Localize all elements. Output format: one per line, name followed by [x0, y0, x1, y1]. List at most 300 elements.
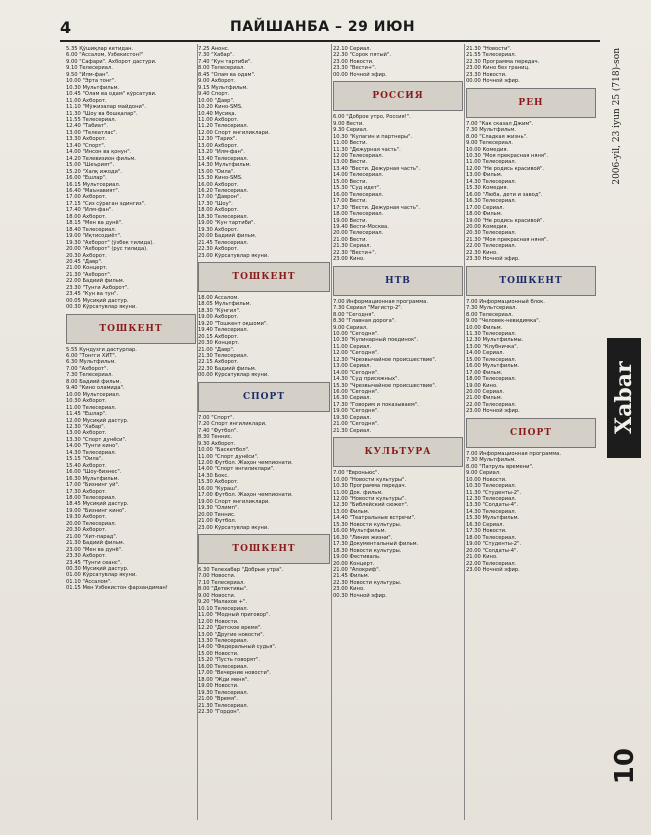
channel-header: [466, 88, 596, 118]
schedule-line: 10.45 "Олам ва одам" кўрсатуви.: [66, 91, 157, 98]
schedule-line: 13.00 "Клубничка".: [466, 343, 519, 350]
schedule-line: 13.00 "Телеатлас".: [66, 129, 118, 136]
channel-header: [333, 81, 463, 111]
schedule-line: 16.30 Телесериал.: [466, 198, 517, 205]
schedule-line: 21.30 "Ахборот".: [66, 271, 112, 278]
schedule-line: 7.00 Информационная программа.: [333, 298, 428, 305]
schedule-line: 16.15 Мультсериал.: [66, 181, 121, 188]
schedule-line: 11.30 "Студенты-2".: [466, 489, 522, 496]
schedule-line: 12.20 "Детское время".: [198, 625, 262, 632]
schedule-line: 19.00 Вести.: [333, 217, 368, 224]
schedule-line: 16.00 "Сегодня".: [333, 389, 379, 396]
schedule-line: 19.30 Ахборот.: [198, 226, 239, 233]
schedule-line: 8.00 Телесериал.: [466, 311, 513, 318]
schedule-line: 01.10 "Ассалом".: [66, 578, 112, 585]
schedule-line: 19.00 "Иқтисодиёт".: [66, 233, 122, 240]
schedule-line: 7.30 Мультфильм.: [466, 127, 516, 134]
schedule-line: 14.30 Бокс.: [198, 472, 229, 479]
schedule-line: 9.00 Сериал.: [333, 324, 368, 331]
schedule-line: 15.30 "Суд идет".: [333, 185, 382, 192]
schedule-line: 9.00 Телесериал.: [466, 140, 513, 147]
schedule-line: 16.20 Телесериал.: [198, 187, 249, 194]
schedule-line: 7.30 "Хабар".: [198, 52, 235, 59]
schedule-line: 22.00 Телесериал.: [466, 243, 517, 250]
schedule-line: 9.00 "Сафари". Ахборот дастури.: [66, 58, 157, 65]
schedule-line: 8.00 Телесериал.: [198, 65, 245, 72]
schedule-line: 9.15 Мультфильм.: [198, 84, 248, 91]
schedule-line: 21.00 Концерт.: [66, 265, 108, 272]
schedule-line: 7.40 "Кун тартиби".: [198, 58, 252, 65]
schedule-line: 16.00 "Люба, дети и завод".: [466, 191, 543, 198]
schedule-line: 23.00 Ночной эфир.: [466, 567, 520, 573]
schedule-column-4: [466, 46, 596, 818]
schedule-line: 17.30 "Говорим и показываем".: [333, 401, 419, 408]
schedule-line: 10.00 "Новости культуры".: [333, 476, 407, 483]
schedule-line: 7.00 "Как сказал Джим".: [466, 120, 534, 127]
schedule-line: 21.30 Сериал.: [333, 427, 372, 434]
schedule-line: 7.00 Информационная программа.: [466, 450, 561, 457]
schedule-line: 22.15 Ахборот.: [198, 359, 239, 366]
schedule-line: 18.00 Телесериал.: [466, 376, 517, 383]
schedule-line: 19.00 Спорт янгиликлари.: [198, 498, 270, 505]
schedule-line: 22.10 Сериал.: [333, 46, 372, 52]
schedule-line: 12.00 "Не родись красивой".: [466, 165, 545, 172]
schedule-line: 21.00 Вести.: [333, 236, 368, 243]
schedule-line: 10.30 "Кулинарный поединок".: [333, 337, 419, 344]
schedule-line: 19.00 "Студенты-2".: [466, 541, 522, 548]
schedule-line: 10.30 "Кулагин и партнеры".: [333, 133, 413, 140]
schedule-line: 18.30 Телесериал.: [198, 213, 249, 220]
schedule-line: 11.00 Вести.: [333, 140, 368, 147]
schedule-line: 12.00 Спорт янгиликлари.: [198, 129, 270, 136]
schedule-line: 15.30 Кино-SMS.: [198, 175, 243, 182]
schedule-line: 8.00 "Детективы".: [198, 586, 248, 593]
schedule-line: 18.45 Мусиқий дастур.: [66, 501, 129, 508]
schedule-line: 17.30 "Вести. Дежурная часть".: [333, 204, 421, 211]
schedule-line: 21.00 "Давр".: [198, 346, 235, 353]
schedule-line: 11.10 "Мўжизалар майдони".: [66, 104, 146, 111]
schedule-line: 11.30 "Дежурная часть".: [333, 146, 401, 153]
schedule-line: 9.00 Вести.: [333, 120, 364, 127]
schedule-line: 22.00 Бадиий фильм.: [66, 278, 125, 285]
schedule-line: 17.30 "Шоу".: [198, 200, 233, 207]
schedule-line: 13.40 "Спорт".: [66, 142, 106, 149]
schedule-line: 16.00 Мультфильм.: [333, 528, 387, 535]
schedule-line: 16.30 "Линия жизни".: [333, 534, 393, 541]
schedule-line: 23.30 Новости.: [466, 71, 507, 78]
schedule-line: 9.30 Сериал.: [333, 127, 368, 134]
schedule-line: 7.30 Сериал "Магистр-2".: [333, 305, 403, 312]
schedule-line: 10.00 Комедия.: [466, 146, 509, 153]
schedule-line: 10.00 Фильм.: [466, 324, 503, 331]
schedule-line: 19.20 "Тошкент оқшоми".: [198, 320, 268, 327]
schedule-line: 18.00 Телесериал.: [66, 495, 117, 501]
schedule-line: 17.00 "Бизнинг уй".: [66, 482, 120, 489]
schedule-line: 13.00 Фильм.: [333, 508, 370, 515]
schedule-line: 20.00 Теннис.: [198, 511, 236, 518]
schedule-line: 16.30 Сериал.: [333, 395, 372, 402]
schedule-line: 10.10 Телесериал.: [198, 605, 249, 612]
channel-name: ТОШКЕНТ: [499, 275, 563, 286]
schedule-line: 16.00 Телесериал.: [198, 663, 249, 670]
schedule-line: 14.00 "Тунги кино".: [66, 443, 120, 450]
schedule-line: 9.40 "Кино оламида".: [66, 385, 125, 392]
schedule-line: 7.40 "Футбол".: [198, 427, 238, 434]
channel-header: [198, 382, 330, 412]
schedule-line: 16.00 "Кураш".: [198, 485, 239, 492]
schedule-line: 5.55 Кундузги дастурлар.: [66, 346, 137, 353]
schedule-line: 19.40 Вести-Москва.: [333, 223, 389, 230]
schedule-line: 17.15 "Сиз сўраган эдингиз".: [66, 200, 146, 207]
schedule-line: 8.30 Теннис.: [198, 434, 233, 441]
schedule-line: 13.30 "Спорт дунёси".: [66, 436, 127, 443]
schedule-line: 15.20 "Халқ ижоди".: [66, 168, 122, 175]
column-divider: [331, 44, 332, 820]
schedule-line: 19.00 Фестиваль.: [333, 554, 381, 561]
schedule-line: 23.00 Кўрсатувлар якуни.: [198, 252, 269, 259]
schedule-line: 10.20 Кино-SMS.: [198, 104, 243, 111]
schedule-column-3: [333, 46, 463, 818]
schedule-line: 19.00 "Кун тартиби".: [198, 220, 256, 227]
schedule-line: 11.00 Док. фильм.: [333, 489, 383, 496]
schedule-line: 11.55 Телесериал.: [66, 116, 117, 123]
schedule-line: 12.30 "Чрезвычайное происшествие".: [333, 356, 437, 363]
schedule-line: 9.00 Новости.: [198, 592, 236, 599]
schedule-line: 20.30 Ахборот.: [66, 527, 107, 534]
schedule-line: 9.00 "Человек-невидимка".: [466, 318, 541, 325]
page-title: ПАЙШАНБА – 29 ИЮН: [230, 19, 416, 35]
schedule-line: 10.30 "Моя прекрасная няня".: [466, 152, 549, 159]
schedule-line: 18.00 Фильм.: [466, 211, 503, 218]
schedule-line: 22.30 "Гордон".: [198, 708, 241, 715]
schedule-line: 22.30 "Сорок пятый".: [333, 52, 391, 59]
schedule-line: 15.00 Телесериал.: [466, 356, 517, 363]
schedule-line: 20.15 Ахборот.: [198, 333, 239, 340]
issue-number: 25 (718)-son: [612, 48, 622, 106]
schedule-line: 23.00 "Мен ва дунё".: [66, 546, 123, 553]
schedule-line: 9.50 "Илм-фан".: [66, 71, 110, 78]
schedule-line: 13.40 "Вести. Дежурная часть".: [333, 165, 421, 172]
schedule-line: 21.00 "Сегодня".: [333, 421, 379, 428]
schedule-line: 8.00 Бадиий фильм.: [66, 378, 122, 385]
schedule-line: 17.40 "Илм-фан".: [66, 207, 113, 214]
schedule-line: 11.30 "Шоу ва бошқалар".: [66, 110, 138, 117]
page-header: [60, 18, 600, 42]
schedule-line: 17.00 Вести.: [333, 198, 368, 205]
schedule-line: 17.00 Ахборот.: [66, 194, 107, 201]
schedule-line: 23.30 Ночной эфир.: [466, 256, 520, 263]
schedule-line: 13.00 Ахборот.: [198, 142, 239, 149]
schedule-line: 01.15 Мен Ўзбекистон фарзандиман!: [66, 585, 168, 592]
schedule-line: 20.00 "Солдаты-4".: [466, 547, 519, 554]
schedule-line: 22.30 Кино.: [466, 249, 498, 256]
schedule-line: 11.00 Телесериал.: [466, 159, 517, 166]
schedule-line: 22.30 Бадиий фильм.: [198, 365, 257, 372]
schedule-line: 20.00 Бадиий фильм.: [198, 233, 257, 240]
schedule-line: 7.30 Мультсериал.: [466, 305, 517, 312]
schedule-line: 14.00 "Инсон ва қонун".: [66, 149, 132, 156]
schedule-line: 19.00 "Сегодня".: [333, 408, 379, 415]
schedule-line: 21.30 Телесериал.: [198, 702, 249, 709]
channel-header: [333, 437, 463, 467]
schedule-line: 22.30 "Вести+".: [333, 249, 377, 256]
schedule-line: 14.20 Телевизион фильм.: [66, 155, 136, 162]
schedule-line: 12.30 Телесериал.: [466, 496, 517, 503]
schedule-line: 21.45 Телесериал.: [198, 239, 249, 246]
schedule-line: 23.45 "Тунги сеанс".: [66, 559, 122, 566]
schedule-line: 15.30 "Чрезвычайное происшествие".: [333, 382, 437, 389]
schedule-line: 15.15 "Оила".: [66, 456, 103, 463]
schedule-line: 21.00 "Хит-парад".: [66, 533, 118, 540]
schedule-line: 19.00 Кино.: [466, 382, 498, 389]
schedule-line: 16.30 Сериал.: [466, 521, 505, 528]
schedule-line: 18.00 "Жди меня".: [198, 676, 249, 683]
schedule-line: 16.40 "Маънавият".: [66, 187, 120, 194]
schedule-line: 21.30 Сериал.: [333, 243, 372, 250]
schedule-line: 7.20 Спорт янгиликлари.: [198, 421, 267, 428]
schedule-line: 14.30 Телесериал.: [466, 178, 517, 185]
schedule-line: 00.05 Мусиқий дастур.: [66, 297, 129, 304]
schedule-line: 10.30 Программа передач.: [333, 483, 407, 490]
schedule-line: 17.30 Новости.: [466, 528, 507, 535]
channel-name: СПОРТ: [243, 391, 285, 402]
schedule-line: 18.05 Мультфильм.: [198, 301, 252, 308]
schedule-line: 18.30 "Кўнгил".: [198, 307, 241, 314]
schedule-line: 12.00 Футбол. Жаҳон чемпионати.: [198, 460, 293, 467]
channel-name: РЕН: [518, 97, 544, 108]
schedule-line: 10.30 Телесериал.: [466, 483, 517, 490]
channel-name: РОССИЯ: [372, 91, 424, 102]
schedule-line: 14.30 Мультфильм.: [198, 162, 252, 169]
schedule-line: 9.10 Телесериал.: [66, 65, 113, 72]
schedule-line: 18.00 Ахборот.: [198, 207, 239, 214]
schedule-line: 19.00 Ахборот.: [198, 314, 239, 321]
schedule-line: 10.00 Мультсериал.: [66, 391, 121, 398]
schedule-line: 23.00 Ночной эфир.: [466, 408, 520, 415]
schedule-line: 18.00 Ахборот.: [66, 213, 107, 220]
schedule-line: 22.30 Ахборот.: [198, 246, 239, 253]
schedule-line: 14.00 Телесериал.: [333, 172, 384, 179]
page-number: 4: [60, 18, 72, 37]
schedule-line: 8.45 "Олам ва одам".: [198, 71, 256, 78]
schedule-line: 9.20 "Малахов +".: [198, 599, 248, 606]
schedule-line: 11.20 Телесериал.: [198, 123, 249, 130]
schedule-line: 21.55 Телесериал.: [466, 52, 517, 59]
schedule-line: 18.15 "Мен ва дунё".: [66, 220, 123, 227]
schedule-line: 21.45 Фильм.: [333, 573, 370, 580]
schedule-line: 18.00 Телесериал.: [466, 534, 517, 541]
schedule-line: 15.00 Вести.: [333, 178, 368, 185]
schedule-line: 20.00 Телесериал.: [66, 520, 117, 527]
schedule-line: 12.00 Телесериал.: [333, 152, 384, 159]
schedule-line: 10.30 Мультфильм.: [66, 84, 120, 91]
schedule-line: 8.30 "Главная дорога".: [333, 318, 396, 325]
channel-name: КУЛЬТУРА: [364, 447, 432, 458]
schedule-line: 15.00 "Шеърият".: [66, 162, 115, 169]
channel-header: [466, 418, 596, 448]
schedule-line: 21.00 Кино.: [466, 554, 498, 561]
schedule-line: 23.00 Кўрсатувлар якуни.: [198, 524, 269, 531]
schedule-line: 19.30 "Олимп".: [198, 505, 239, 512]
schedule-line: 18.00 Телесериал.: [333, 211, 384, 218]
schedule-line: 9.40 Спорт.: [198, 91, 230, 98]
schedule-line: 6.00 "Доброе утро, Россия!".: [333, 114, 411, 121]
channel-header: [466, 266, 596, 296]
schedule-line: 16.30 Мультфильм.: [66, 475, 120, 482]
schedule-line: 21.00 "Апокриф".: [333, 567, 381, 573]
channel-name: ТОШКЕНТ: [99, 323, 163, 334]
schedule-line: 11.00 Ахборот.: [66, 97, 107, 104]
channel-name: СПОРТ: [510, 427, 552, 438]
side-strip: [604, 18, 644, 818]
schedule-line: 20.45 "Давр".: [66, 258, 103, 265]
schedule-line: 16.00 Ахборот.: [198, 181, 239, 188]
schedule-line: 13.00 Вести.: [333, 159, 368, 166]
schedule-line: 20.00 Телесериал.: [333, 230, 384, 237]
schedule-line: 16.00 Телесериал.: [333, 191, 384, 198]
schedule-line: 12.30 "Хабар".: [66, 424, 106, 431]
schedule-line: 22.30 Программа передач.: [466, 58, 540, 65]
schedule-line: 19.00 "Не родись красивой".: [466, 217, 545, 224]
schedule-line: 8.00 "Сладкая жизнь".: [466, 133, 528, 140]
schedule-line: 23.00 Кино.: [333, 586, 365, 593]
schedule-line: 15.00 "Оила".: [198, 168, 235, 175]
schedule-line: 17.30 Ахборот.: [66, 488, 107, 495]
side-page-number: 10: [610, 748, 640, 785]
schedule-line: 6.00 "Тонгги ХИТ".: [66, 353, 117, 360]
schedule-line: 21.00 "Время".: [198, 696, 238, 703]
schedule-line: 15.30 Мультфильм.: [466, 515, 520, 522]
schedule-line: 12.30 "Тарих".: [198, 136, 238, 143]
schedule-line: 00.30 Ночной эфир.: [333, 592, 387, 599]
channel-name: ТОШКЕНТ: [232, 544, 296, 554]
schedule-line: 00.00 Ночной эфир.: [333, 71, 387, 78]
schedule-line: 13.00 Сериал.: [333, 363, 372, 370]
channel-header: [66, 314, 196, 344]
schedule-line: 17.00 Фильм.: [466, 369, 503, 376]
schedule-line: 6.30 Телехабар "Добрые утра".: [198, 567, 284, 573]
schedule-line: 11.00 "Модный приговор".: [198, 612, 271, 619]
schedule-line: 19.30 Ахборот.: [66, 514, 107, 521]
schedule-line: 15.30 Комедия.: [466, 185, 509, 192]
schedule-line: 17.00 "Даврон".: [198, 194, 242, 201]
schedule-line: 21.00 Фильм.: [466, 395, 503, 402]
schedule-line: 00.30 Мусиқий дастур.: [66, 565, 129, 572]
schedule-line: 22.00 Телесериал.: [466, 401, 517, 408]
schedule-line: 21.30 Телесериал.: [198, 353, 249, 360]
schedule-line: 11.00 Телесериал.: [66, 404, 117, 411]
schedule-line: 12.30 Мультфильмы.: [466, 337, 524, 344]
schedule-line: 00.30 Кўрсатувлар якуни.: [66, 304, 137, 311]
schedule-line: 13.30 "Солдаты-4".: [466, 502, 519, 509]
schedule-line: 01.00 Кўрсатувлар якуни.: [66, 572, 137, 579]
schedule-line: 6.00 "Ассалом, Ўзбекистон!": [66, 52, 144, 59]
schedule-line: 00.00 Ночной эфир.: [466, 78, 520, 85]
issue-date-text: 2006-yil, 23 iyun: [612, 108, 622, 185]
channel-name: ТОШКЕНТ: [232, 271, 296, 282]
schedule-line: 23.45 "Кун ва тун".: [66, 291, 119, 298]
schedule-line: 19.40 Телесериал.: [198, 327, 249, 334]
schedule-line: 23.30 "Вести+".: [333, 65, 377, 72]
schedule-line: 14.00 "Сегодня".: [333, 369, 379, 376]
schedule-line: 19.00 Новости.: [198, 683, 239, 690]
schedule-line: 14.30 Телесериал.: [66, 449, 117, 456]
schedule-line: 9.00 Ахборот.: [198, 78, 236, 85]
schedule-line: 21.30 "Новости".: [466, 46, 512, 52]
schedule-line: 12.00 "Новости культуры".: [333, 496, 407, 503]
schedule-line: 10.00 "Сегодня".: [333, 330, 379, 337]
channel-header: [333, 266, 463, 296]
schedule-line: 14.40 "Театральные встречи".: [333, 515, 416, 522]
schedule-line: 17.00 Сериал.: [466, 204, 505, 211]
schedule-line: 19.00 "Бизнинг кино".: [66, 507, 127, 514]
schedule-line: 22.30 Новости культуры.: [333, 579, 402, 586]
schedule-line: 13.30 Ахборот.: [66, 136, 107, 143]
schedule-line: 7.00 Информационный блок.: [466, 298, 545, 305]
schedule-line: 19.30 Телесериал.: [198, 689, 249, 696]
schedule-line: 10.00 "Эрта тонг".: [66, 78, 116, 85]
schedule-line: 11.00 Сериал.: [333, 343, 372, 350]
schedule-line: 23.00 Кино без границ.: [466, 65, 530, 72]
schedule-line: 13.40 Телесериал.: [198, 155, 249, 162]
schedule-line: 23.30 "Тунги Ахборот".: [66, 284, 129, 291]
channel-name: НТВ: [385, 275, 411, 286]
schedule-line: 7.30 Мультфильм.: [466, 457, 516, 464]
schedule-line: 19.30 "Ахборот" (ўзбек тилида).: [66, 239, 154, 246]
schedule-line: 7.00 Новости.: [198, 573, 236, 580]
schedule-line: 12.00 Мусиқий дастур.: [66, 417, 129, 424]
schedule-line: 23.00 Кино.: [333, 256, 365, 263]
schedule-line: 7.00 "Ахборот".: [66, 365, 109, 372]
schedule-line: 21.30 Бадиий фильм.: [66, 540, 125, 547]
schedule-line: 20.30 Концерт.: [198, 340, 240, 347]
schedule-line: 12.30 "Библейский сюжет".: [333, 502, 409, 509]
schedule-line: 7.10 Телесериал.: [198, 579, 245, 586]
schedule-line: 17.00 "Вечерние новости".: [198, 670, 271, 677]
schedule-line: 16.00 "Ёшлар".: [66, 175, 107, 182]
schedule-line: 13.00 "Другие новости".: [198, 631, 265, 638]
brand-logo: Xabar: [607, 338, 641, 458]
schedule-line: 15.30 Ахборот.: [198, 479, 239, 486]
schedule-column-2: [198, 46, 330, 818]
schedule-line: 14.00 "Спорт янгиликлари".: [198, 466, 275, 473]
schedule-line: 22.00 Телесериал.: [466, 560, 517, 567]
schedule-line: 12.00 Новости.: [198, 618, 239, 625]
schedule-line: 21.30 "Моя прекрасная няня".: [466, 236, 549, 243]
schedule-line: 17.30 Документальный фильм.: [333, 541, 419, 548]
issue-date: [612, 48, 622, 185]
schedule-line: 12.00 "Сегодня".: [333, 350, 379, 357]
schedule-line: 7.00 "Спорт".: [198, 414, 235, 421]
schedule-line: 13.30 Телесериал.: [198, 637, 249, 644]
schedule-line: 18.00 Ассалом.: [198, 294, 239, 301]
schedule-line: 12.40 "Табиат".: [66, 123, 109, 130]
schedule-line: 15.30 Новости культуры.: [333, 521, 402, 528]
schedule-line: 15.40 Ахборот.: [66, 462, 107, 469]
schedule-line: 10.00 "Баскетбол".: [198, 447, 250, 454]
schedule-line: 10.00 "Давр".: [198, 97, 235, 104]
schedule-line: 13.00 Ахборот.: [66, 430, 107, 437]
schedule-line: 9.30 Ахборот.: [198, 440, 236, 447]
schedule-line: 7.25 Анонс.: [198, 46, 230, 52]
schedule-line: 10.40 Мусиқа.: [198, 110, 237, 117]
schedule-line: 15.00 Новости.: [198, 650, 239, 657]
schedule-line: 10.00 Новости.: [466, 476, 507, 483]
schedule-line: 18.30 Новости культуры.: [333, 547, 402, 554]
schedule-line: 11.00 Ахборот.: [198, 116, 239, 123]
schedule-line: 7.30 Телесериал.: [66, 372, 113, 379]
schedule-line: 21.00 Футбол.: [198, 518, 237, 525]
